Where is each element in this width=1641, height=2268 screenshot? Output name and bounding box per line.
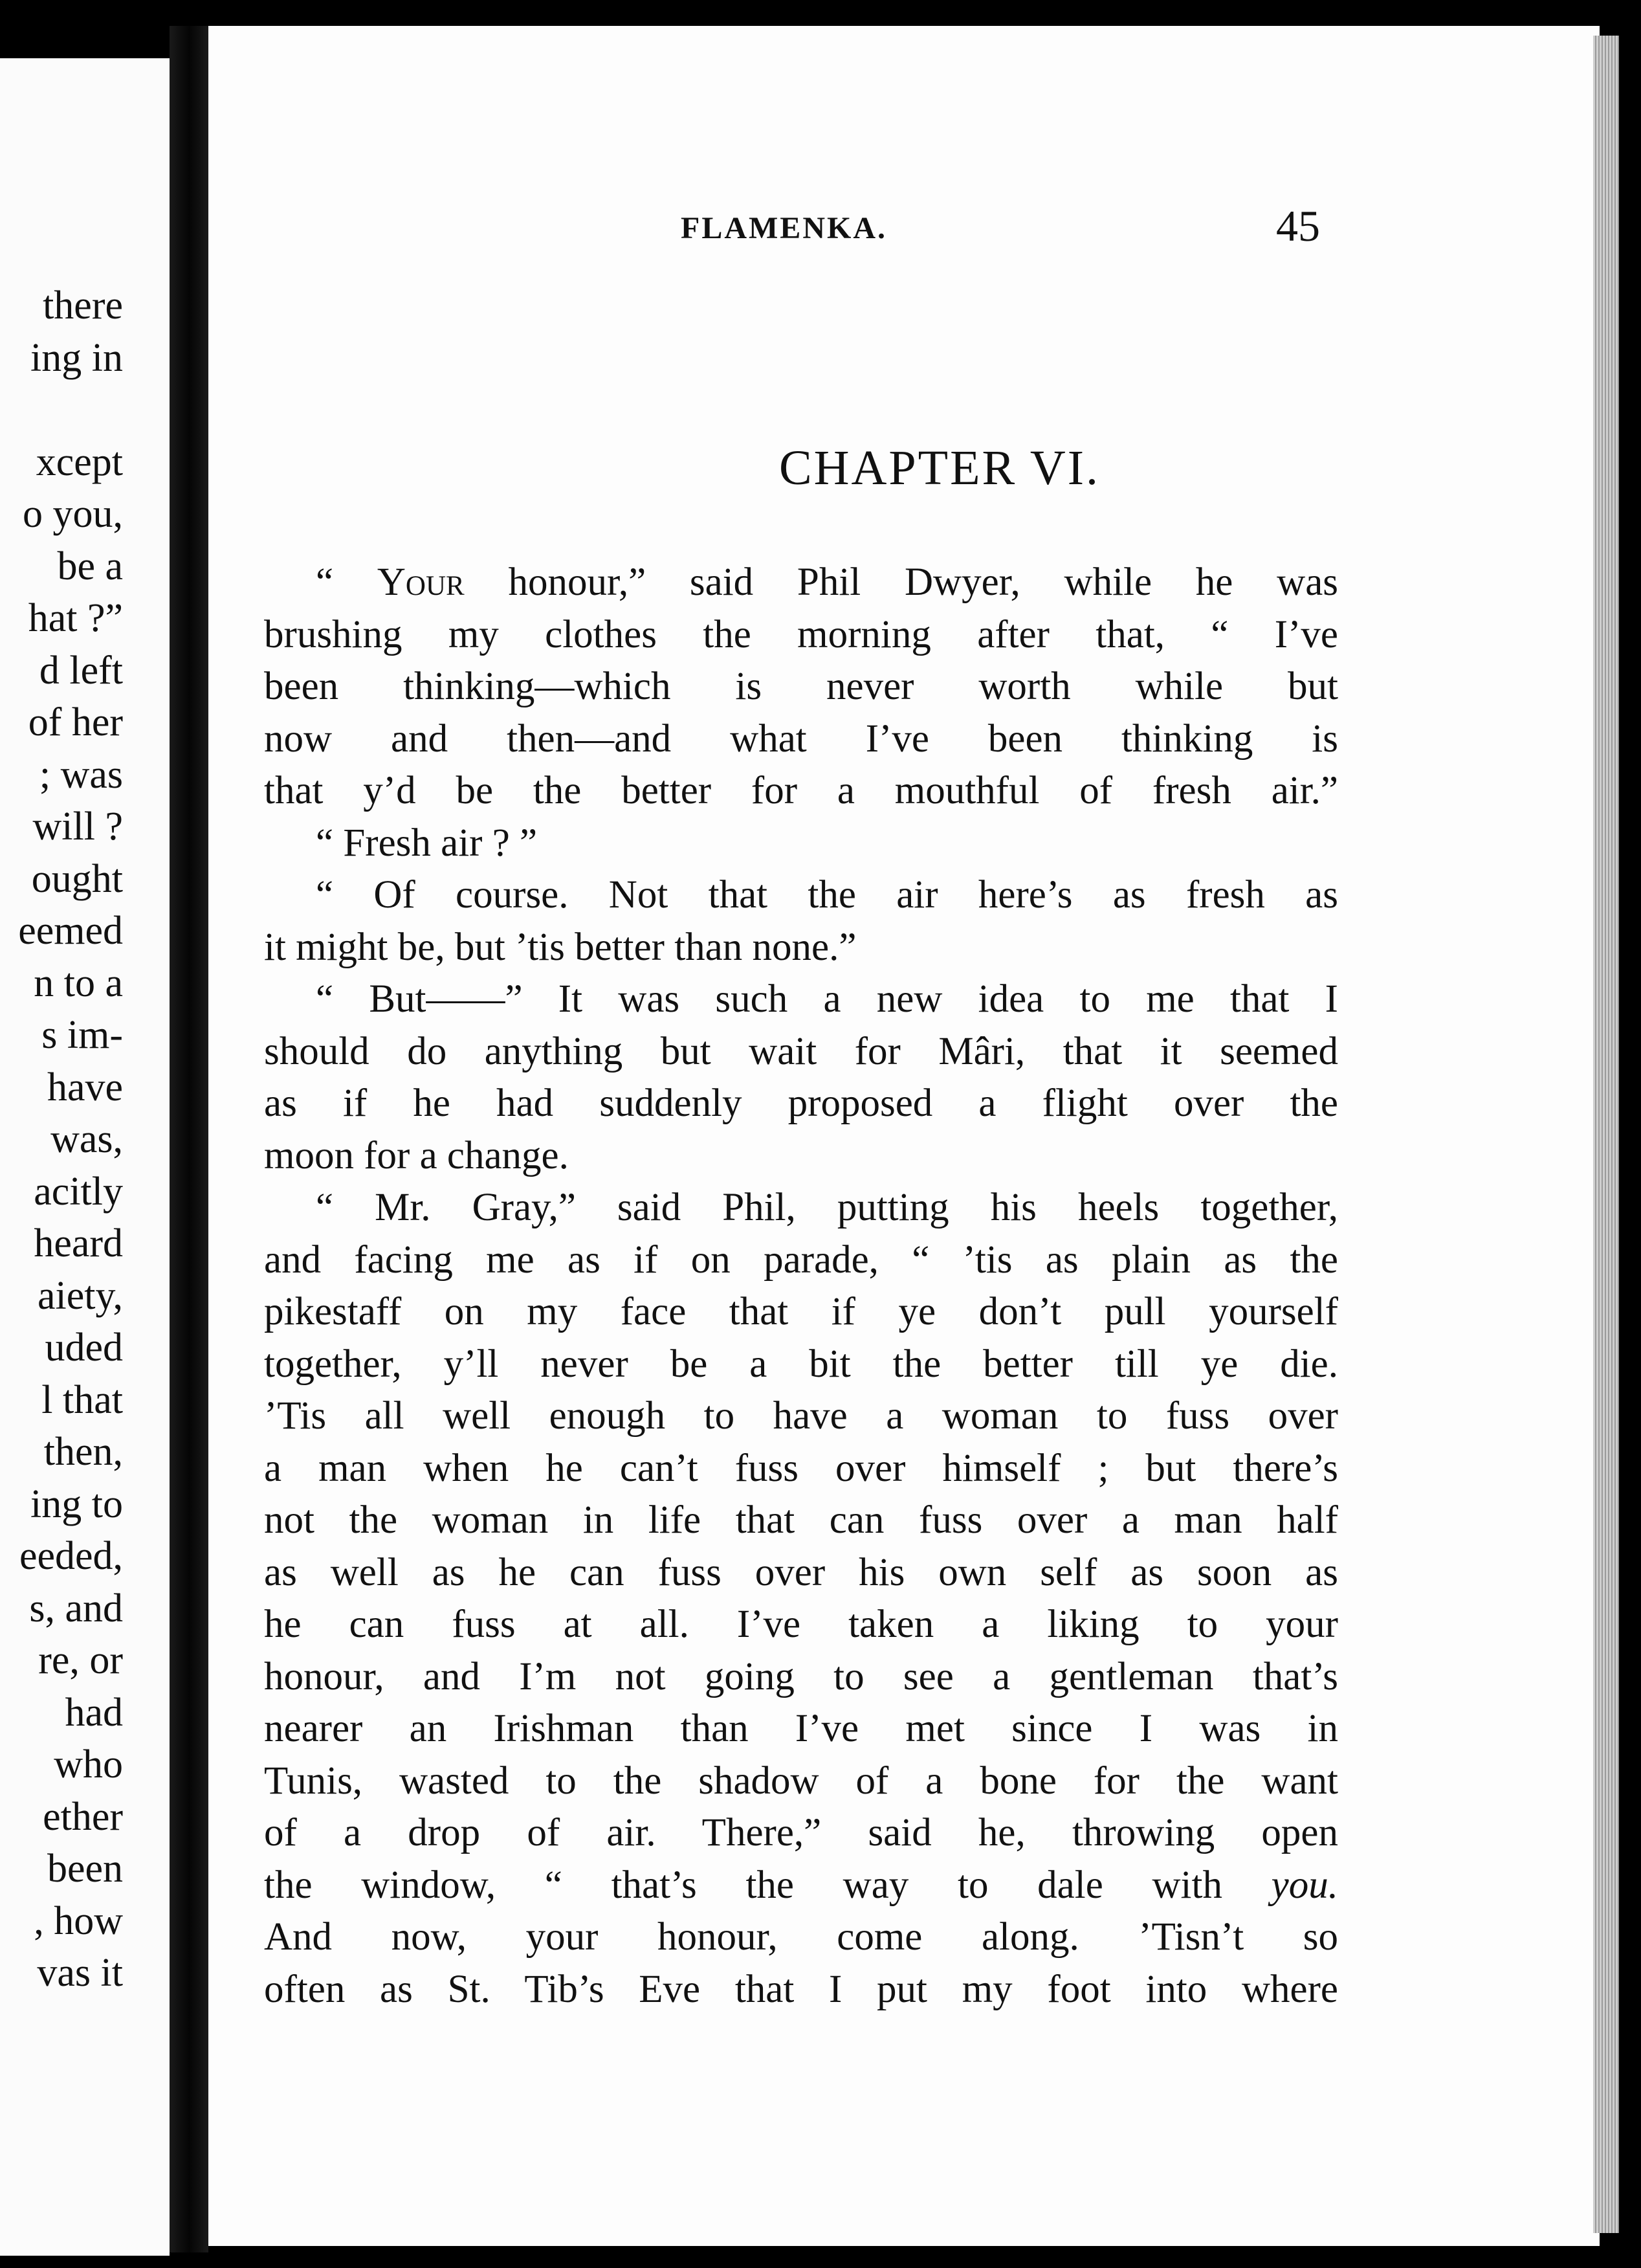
left-page-line: uded (45, 1326, 123, 1370)
left-page-line: have (47, 1065, 123, 1109)
left-page-line: heard (34, 1221, 123, 1265)
running-title: FLAMENKA. (681, 211, 887, 245)
text-line: Tunis, wasted to the shadow of a bone for the want (264, 1759, 1338, 1803)
text-line: been thinking—which is never worth while but (264, 665, 1338, 708)
left-page-line: re, or (38, 1638, 123, 1682)
left-page-line: s, and (29, 1586, 123, 1630)
text-line: nearer an Irishman than I’ve met since I was in (264, 1707, 1338, 1750)
left-page-line: who (54, 1742, 123, 1786)
text-line: often as St. Tib’s Eve that I put my foot into where (264, 1967, 1338, 2011)
left-page-line: was, (50, 1117, 123, 1161)
page-header (208, 201, 1600, 259)
text-line: and facing me as if on parade, “ ’tis as plain as the (264, 1238, 1338, 1282)
left-page-line: be a (57, 544, 123, 588)
left-page-line: acitly (34, 1169, 123, 1214)
text-line: should do anything but wait for Mâri, that it seemed (264, 1029, 1338, 1073)
left-facing-page (0, 58, 170, 2256)
left-page-line: eeded, (19, 1534, 123, 1578)
left-page-line: eemed (18, 909, 123, 953)
left-page-line: ing to (30, 1482, 123, 1526)
text-line: moon for a change. (264, 1133, 569, 1177)
text-line: brushing my clothes the morning after that, “ I’ve (264, 612, 1338, 656)
text-line: of a drop of air. There,” said he, throwing open (264, 1811, 1338, 1854)
left-page-line: had (65, 1690, 123, 1735)
left-page-line: ought (31, 856, 123, 901)
left-page-line: l that (41, 1377, 123, 1422)
text-line: together, y’ll never be a bit the better till ye die. (264, 1342, 1338, 1386)
text-line: honour, and I’m not going to see a gentleman that’s (264, 1654, 1338, 1698)
left-page-line: xcept (36, 439, 123, 484)
left-page-line: ; was (39, 752, 123, 797)
left-page-line: s im- (41, 1013, 123, 1057)
left-page-line: been (47, 1847, 123, 1891)
chapter-title: CHAPTER VI. (778, 441, 1101, 495)
text-line: that y’d be the better for a mouthful of fresh air.” (264, 769, 1338, 812)
text-line: “ Fresh air ? ” (316, 821, 538, 865)
left-page-line: then, (43, 1430, 123, 1474)
left-page-line: of her (28, 700, 123, 744)
main-page (208, 26, 1600, 2246)
left-page-line: there (43, 284, 123, 328)
left-page-line: ether (43, 1794, 123, 1839)
text-line: “ Mr. Gray,” said Phil, putting his heels together, (316, 1186, 1338, 1229)
text-line: it might be, but ’tis better than none.” (264, 925, 857, 969)
book-gutter (170, 26, 208, 2252)
body-text (264, 557, 1338, 2016)
text-line: And now, your honour, come along. ’Tisn’t so (264, 1915, 1338, 1959)
text-line: ’Tis all well enough to have a woman to fuss over (264, 1394, 1338, 1438)
page-number: 45 (1276, 201, 1320, 250)
left-page-line: hat ?” (28, 596, 123, 640)
left-page-line (0, 384, 123, 436)
left-page-line: ing in (30, 335, 123, 380)
left-page-line: will ? (32, 805, 123, 849)
text-line: “ Of course. Not that the air here’s as fresh as (316, 873, 1338, 917)
left-page-text (0, 280, 123, 1999)
left-page-line: aiety, (38, 1273, 123, 1318)
text-line: “ Your honour,” said Phil Dwyer, while he was (316, 561, 1339, 604)
text-line: the window, “ that’s the way to dale with you. (264, 1863, 1338, 1907)
text-line: as well as he can fuss over his own self as soon as (264, 1550, 1338, 1594)
left-page-line: , how (34, 1898, 123, 1943)
left-page-line: o you, (23, 492, 123, 536)
left-page-line: vas it (37, 1951, 123, 1995)
text-line: not the woman in life that can fuss over a man half (264, 1498, 1338, 1542)
page-edges (1593, 36, 1619, 2233)
text-line: now and then—and what I’ve been thinking is (264, 717, 1338, 761)
text-line: as if he had suddenly proposed a flight over the (264, 1082, 1338, 1125)
left-page-line: n to a (34, 961, 123, 1005)
left-page-line: d left (39, 648, 123, 693)
text-line: a man when he can’t fuss over himself ; but there’s (264, 1446, 1338, 1490)
text-line: he can fuss at all. I’ve taken a liking to your (264, 1603, 1338, 1646)
text-line: pikestaff on my face that if ye don’t pull yourself (264, 1290, 1338, 1333)
text-line: “ But——” It was such a new idea to me that I (316, 977, 1338, 1021)
